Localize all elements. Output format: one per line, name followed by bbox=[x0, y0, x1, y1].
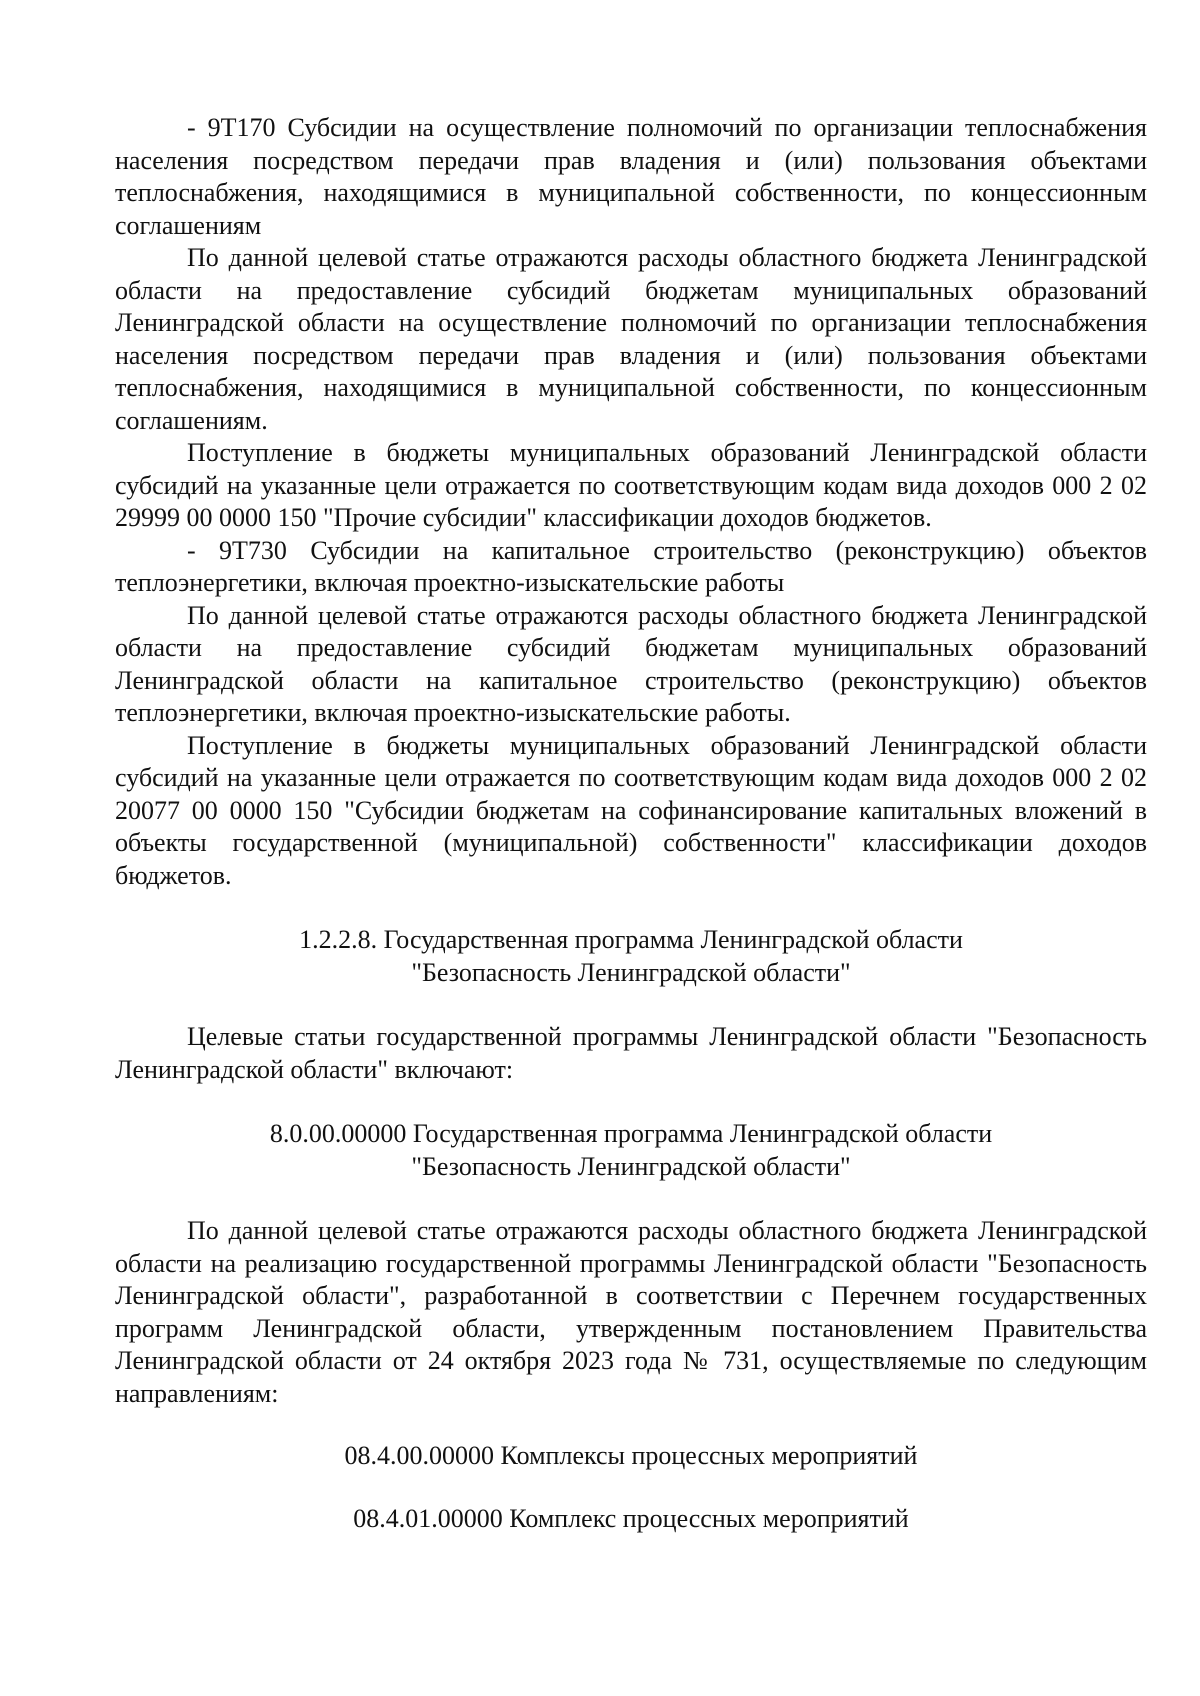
spacer bbox=[115, 1473, 1147, 1503]
program-heading-line-2: "Безопасность Ленинградской области" bbox=[411, 1151, 851, 1181]
section-heading-line-1: 1.2.2.8. Государственная программа Ленинградской области bbox=[299, 925, 963, 954]
paragraph-9t170-description: По данной целевой статье отражаются расходы областного бюджета Ленинградской области на предоставление субсидий бюджетам муниципальных образований Ленинградской области на осуществление полномочий по организации теплоснабжения населения посредством передачи прав владения и (или) пользования объектами теплоснабжения, находящимися в муниципальной собственности, по концессионным соглашениям. bbox=[115, 243, 1147, 435]
program-heading-line-1: 8.0.00.00000 Государственная программа Ленинградской области bbox=[269, 1119, 993, 1148]
spacer bbox=[115, 1410, 1147, 1440]
section-heading bbox=[115, 924, 1147, 989]
program-paragraph: По данной целевой статье отражаются расходы областного бюджета Ленинградской области на реализацию государственной программы Ленинградской области "Безопасность Ленинградской области", разработанной в соответствии с Перечнем государственных программ Ленинградской области, утвержденным постановлением Правительства Ленинградской области от 24 октября 2023 года № 731, осуществляемые по следующим направлениям: bbox=[115, 1216, 1147, 1408]
paragraph-9t730-title: - 9Т730 Субсидии на капитальное строительство (реконструкцию) объектов теплоэнергетики, включая проектно-изыскательские работы bbox=[115, 535, 1147, 597]
section-heading-line-2: "Безопасность Ленинградской области" bbox=[411, 957, 851, 987]
paragraph-9t730-income: Поступление в бюджеты муниципальных образований Ленинградской области субсидий на указанные цели отражается по соответствующим кодам вида доходов 000 2 02 20077 00 0000 150 "Субсидии бюджетам на софинансирование капитальных вложений в объекты государственной (муниципальной) собственности" классификации доходов бюджетов. bbox=[115, 730, 1147, 890]
spacer bbox=[115, 892, 1147, 924]
spacer bbox=[115, 1086, 1147, 1118]
subheading-complex: 08.4.01.00000 Комплекс процессных мероприятий bbox=[353, 1503, 909, 1533]
document-body bbox=[115, 112, 1147, 1535]
program-heading bbox=[115, 1118, 1147, 1183]
intro-paragraph: Целевые статьи государственной программы Ленинградской области "Безопасность Ленинградской области" включают: bbox=[115, 1022, 1147, 1084]
spacer bbox=[115, 989, 1147, 1021]
paragraph-9t170-income: Поступление в бюджеты муниципальных образований Ленинградской области субсидий на указанные цели отражается по соответствующим кодам вида доходов 000 2 02 29999 00 0000 150 "Прочие субсидии" классификации доходов бюджетов. bbox=[115, 438, 1147, 532]
paragraph-9t170-title: - 9Т170 Субсидии на осуществление полномочий по организации теплоснабжения населения посредством передачи прав владения и (или) пользования объектами теплоснабжения, находящимися в муниципальной собственности, по концессионным соглашениям bbox=[115, 113, 1147, 240]
paragraph-9t730-description: По данной целевой статье отражаются расходы областного бюджета Ленинградской области на предоставление субсидий бюджетам муниципальных образований Ленинградской области на капитальное строительство (реконструкцию) объектов теплоэнергетики, включая проектно-изыскательские работы. bbox=[115, 600, 1147, 727]
spacer bbox=[115, 1183, 1147, 1215]
subheading-complexes: 08.4.00.00000 Комплексы процессных мероприятий bbox=[344, 1441, 918, 1470]
